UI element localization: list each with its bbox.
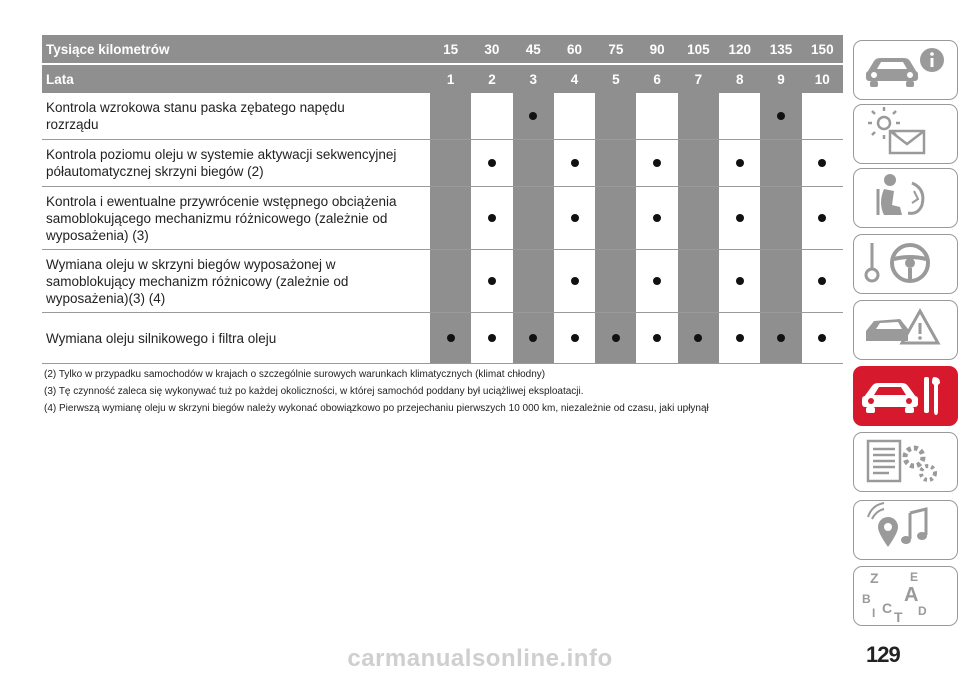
schedule-cell (802, 313, 843, 364)
index-letter: Z (870, 570, 879, 586)
maintenance-schedule-table (42, 35, 843, 364)
scheduled-dot-icon (488, 334, 496, 342)
scheduled-dot-icon (736, 334, 744, 342)
schedule-cell (760, 93, 801, 140)
nav-tab-alphabetical-index[interactable] (853, 566, 958, 626)
nav-tab-car-service[interactable] (853, 366, 958, 426)
schedule-cell (430, 187, 471, 250)
schedule-cell (719, 250, 760, 313)
schedule-cell (636, 250, 677, 313)
scheduled-dot-icon (447, 334, 455, 342)
schedule-cell (430, 313, 471, 364)
schedule-cell (595, 313, 636, 364)
header-km-cell: 15 (430, 35, 471, 64)
multimedia-icon (854, 501, 956, 558)
header-row-years (42, 64, 843, 93)
schedule-cell (678, 313, 719, 364)
steering-wheel-icon (854, 235, 956, 292)
scheduled-dot-icon (529, 112, 537, 120)
scheduled-dot-icon (612, 334, 620, 342)
schedule-cell (471, 140, 512, 187)
watermark: carmanualsonline.info (347, 645, 613, 672)
header-row-kilometers (42, 35, 843, 64)
schedule-cell (513, 140, 554, 187)
scheduled-dot-icon (488, 214, 496, 222)
table-row (42, 187, 843, 250)
header-year-cell: 10 (802, 64, 843, 93)
table-row (42, 250, 843, 313)
schedule-cell (595, 187, 636, 250)
schedule-cell (471, 313, 512, 364)
scheduled-dot-icon (488, 277, 496, 285)
schedule-cell (636, 140, 677, 187)
scheduled-dot-icon (571, 214, 579, 222)
row-label (42, 313, 430, 364)
index-letter: C (882, 600, 893, 616)
header-year-cell: 5 (595, 64, 636, 93)
scheduled-dot-icon (694, 334, 702, 342)
header-km-cell: 30 (471, 35, 512, 64)
schedule-cell (636, 187, 677, 250)
row-label-line: wyposażenia) (3) (46, 227, 149, 243)
scheduled-dot-icon (818, 159, 826, 167)
header-year-cell: 6 (636, 64, 677, 93)
specifications-icon (854, 433, 956, 490)
footnote: (2) Tylko w przypadku samochodów w krajach o szczególnie surowych warunkach klimatycznych (klimat chłodny) (44, 369, 546, 380)
index-letter: E (910, 570, 919, 584)
header-years-label: Lata (42, 64, 430, 93)
scheduled-dot-icon (653, 334, 661, 342)
schedule-cell (678, 93, 719, 140)
schedule-cell (595, 93, 636, 140)
schedule-cell (554, 250, 595, 313)
header-km-cell: 90 (636, 35, 677, 64)
row-label-line: samoblokujący mechanizm różnicowy (zależnie od (46, 273, 349, 289)
row-label-line: wyposażenia)(3) (4) (46, 290, 166, 306)
schedule-cell (719, 313, 760, 364)
scheduled-dot-icon (529, 334, 537, 342)
scheduled-dot-icon (653, 159, 661, 167)
nav-tab-multimedia[interactable] (853, 500, 958, 560)
row-label-line: Wymiana oleju w skrzyni biegów wyposażonej w (46, 256, 336, 272)
car-service-icon (854, 367, 956, 424)
header-km-cell: 75 (595, 35, 636, 64)
header-km-cell: 150 (802, 35, 843, 64)
table-row (42, 140, 843, 187)
schedule-cell (678, 140, 719, 187)
header-year-cell: 8 (719, 64, 760, 93)
scheduled-dot-icon (818, 214, 826, 222)
scheduled-dot-icon (571, 277, 579, 285)
row-label (42, 187, 430, 250)
row-label (42, 250, 430, 313)
schedule-cell (802, 140, 843, 187)
seat-airbag-icon (854, 169, 956, 226)
schedule-cell (719, 93, 760, 140)
schedule-cell (513, 250, 554, 313)
header-km-cell: 60 (554, 35, 595, 64)
schedule-cell (471, 93, 512, 140)
schedule-cell (430, 93, 471, 140)
table-row (42, 313, 843, 364)
nav-tab-warning-lights[interactable] (853, 104, 958, 164)
header-year-cell: 4 (554, 64, 595, 93)
nav-tab-seat-airbag[interactable] (853, 168, 958, 228)
row-label-line: Wymiana oleju silnikowego i filtra oleju (46, 330, 277, 346)
footnote: (3) Tę czynność zaleca się wykonywać tuż po każdej okoliczności, w której samochód poddany był uciążliwej eksploatacji. (44, 386, 584, 397)
alphabetical-index-icon (854, 567, 956, 624)
schedule-cell (595, 250, 636, 313)
car-breakdown-icon (854, 301, 956, 358)
row-label-line: rozrządu (46, 117, 99, 132)
schedule-cell (513, 313, 554, 364)
index-letter: B (862, 592, 871, 606)
header-year-cell: 3 (513, 64, 554, 93)
row-label (42, 140, 430, 187)
schedule-cell (513, 187, 554, 250)
row-label-line: Kontrola poziomu oleju w systemie aktywacji sekwencyjnej (46, 147, 397, 162)
footnote: (4) Pierwszą wymianę oleju w skrzyni biegów należy wykonać obowiązkowo po przejechaniu pierwszych 10 000 km, niezależnie od czasu, jaki upłynął (44, 403, 709, 414)
header-year-cell: 1 (430, 64, 471, 93)
scheduled-dot-icon (777, 112, 785, 120)
index-letter: T (894, 609, 903, 624)
schedule-cell (678, 250, 719, 313)
nav-tab-car-breakdown[interactable] (853, 300, 958, 360)
header-km-cell: 105 (678, 35, 719, 64)
schedule-cell (595, 140, 636, 187)
header-km-label: Tysiące kilometrów (42, 35, 430, 64)
schedule-cell (719, 140, 760, 187)
schedule-cell (802, 250, 843, 313)
nav-tab-specifications[interactable] (853, 432, 958, 492)
scheduled-dot-icon (488, 159, 496, 167)
index-letter: D (918, 604, 927, 618)
index-letter: I (872, 606, 876, 620)
header-year-cell: 9 (760, 64, 801, 93)
schedule-cell (636, 93, 677, 140)
schedule-cell (513, 93, 554, 140)
scheduled-dot-icon (736, 277, 744, 285)
schedule-cell (760, 313, 801, 364)
warning-lights-icon (854, 105, 956, 162)
header-km-cell: 120 (719, 35, 760, 64)
scheduled-dot-icon (571, 159, 579, 167)
schedule-cell (430, 140, 471, 187)
header-km-cell: 45 (513, 35, 554, 64)
schedule-cell (760, 140, 801, 187)
header-km-cell: 135 (760, 35, 801, 64)
car-info-icon (854, 41, 956, 98)
scheduled-dot-icon (777, 334, 785, 342)
row-label (42, 93, 430, 140)
scheduled-dot-icon (571, 334, 579, 342)
footnotes (44, 366, 844, 417)
schedule-cell (719, 187, 760, 250)
schedule-cell (760, 187, 801, 250)
nav-tab-car-info[interactable] (853, 40, 958, 100)
index-letter: A (904, 584, 919, 606)
row-label-line: półautomatycznej skrzyni biegów (2) (46, 164, 264, 179)
scheduled-dot-icon (653, 214, 661, 222)
scheduled-dot-icon (653, 277, 661, 285)
scheduled-dot-icon (736, 159, 744, 167)
table-row (42, 93, 843, 140)
schedule-cell (471, 187, 512, 250)
page-number: 129 (866, 642, 900, 667)
scheduled-dot-icon (818, 334, 826, 342)
schedule-cell (760, 250, 801, 313)
scheduled-dot-icon (736, 214, 744, 222)
schedule-cell (802, 187, 843, 250)
nav-tab-steering-wheel[interactable] (853, 234, 958, 294)
schedule-cell (471, 250, 512, 313)
header-year-cell: 7 (678, 64, 719, 93)
schedule-cell (678, 187, 719, 250)
schedule-cell (430, 250, 471, 313)
schedule-cell (554, 313, 595, 364)
schedule-cell (554, 140, 595, 187)
schedule-cell (802, 93, 843, 140)
scheduled-dot-icon (818, 277, 826, 285)
schedule-cell (636, 313, 677, 364)
row-label-line: samoblokującego mechanizmu różnicowego (zależnie od (46, 210, 388, 226)
row-label-line: Kontrola i ewentualne przywrócenie wstępnego obciążenia (46, 193, 397, 209)
row-label-line: Kontrola wzrokowa stanu paska zębatego napędu (46, 100, 345, 115)
header-year-cell: 2 (471, 64, 512, 93)
schedule-cell (554, 187, 595, 250)
schedule-cell (554, 93, 595, 140)
